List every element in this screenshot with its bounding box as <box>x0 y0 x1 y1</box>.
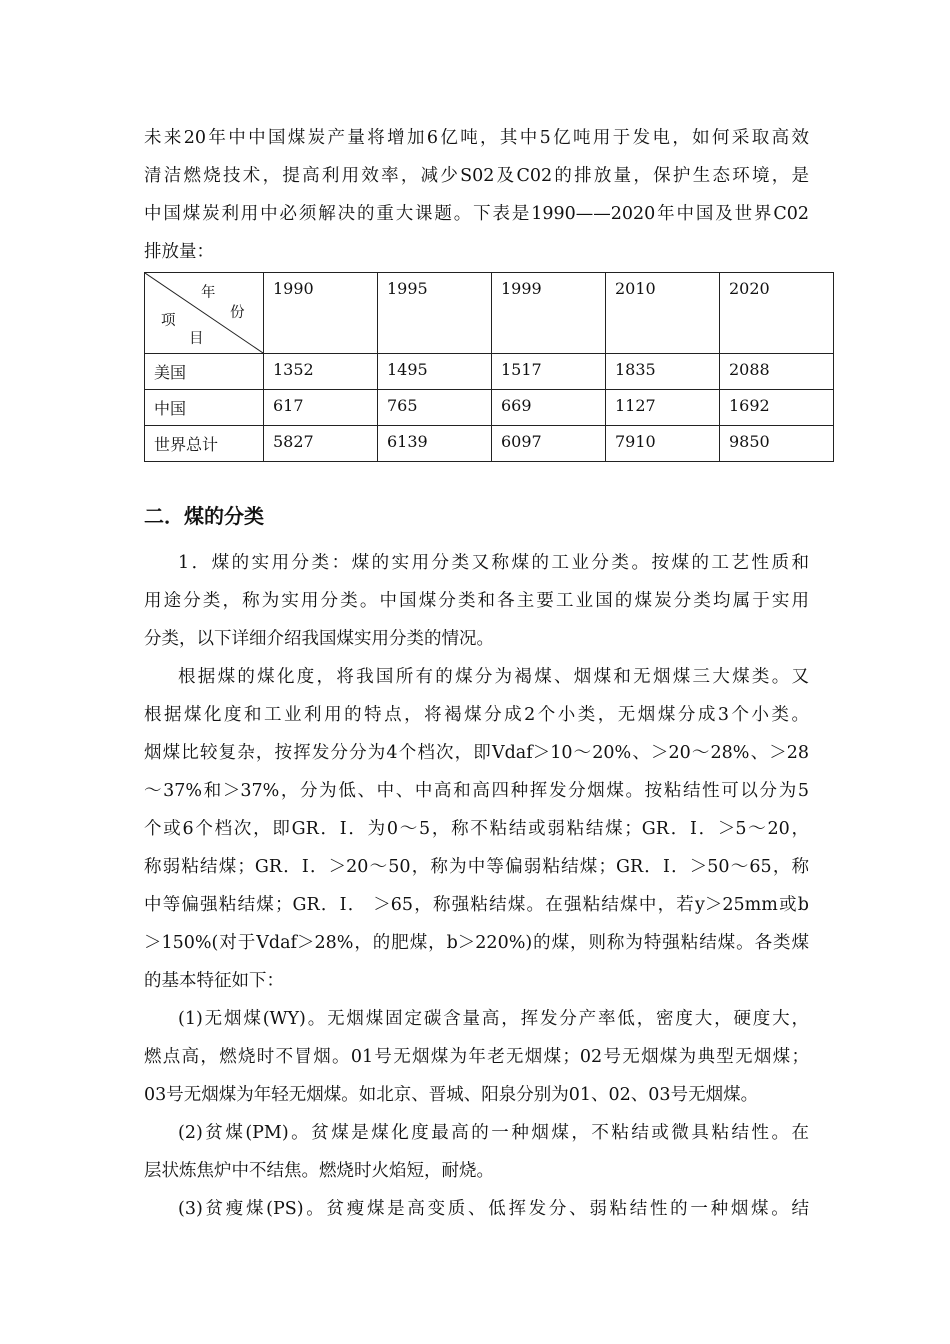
row-label-cell: 美国 <box>145 354 264 390</box>
body-line: ＞150%(对于Vdaf＞28%，的肥煤，b＞220%)的煤，则称为特强粘结煤。各类煤 <box>144 933 809 953</box>
value-cell: 617 <box>264 390 378 426</box>
intro-line: 清洁燃烧技术，提高利用效率，减少S02及C02的排放量，保护生态环境，是 <box>144 166 809 186</box>
value-cell: 1127 <box>606 390 720 426</box>
body-line: 根据煤化度和工业利用的特点，将褐煤分成2个小类，无烟煤分成3个小类。 <box>144 705 809 725</box>
year-header-cell: 1990 <box>264 273 378 354</box>
body-line: (1)无烟煤(WY)。无烟煤固定碳含量高，挥发分产率低，密度大，硬度大， <box>178 1009 809 1029</box>
value-cell: 1495 <box>378 354 492 390</box>
value-cell: 7910 <box>606 426 720 462</box>
body-line: 层状炼焦炉中不结焦。燃烧时火焰短，耐烧。 <box>144 1161 494 1181</box>
table-row <box>145 426 834 462</box>
co2-emissions-table <box>144 272 834 462</box>
corner-label-fen: 份 <box>230 305 245 321</box>
intro-line: 排放量： <box>144 242 214 262</box>
body-line: 烟煤比较复杂，按挥发分分为4个档次，即Vdaf＞10～20%、＞20～28%、＞28 <box>144 743 809 763</box>
diagonal-corner-cell <box>145 273 264 354</box>
body-line: 的基本特征如下： <box>144 971 284 991</box>
section-heading: 二．煤的分类 <box>144 504 264 528</box>
corner-label-xiang: 项 <box>161 313 176 329</box>
intro-line: 中国煤炭利用中必须解决的重大课题。下表是1990——2020年中国及世界C02 <box>144 204 809 224</box>
body-line: 03号无烟煤为年轻无烟煤。如北京、晋城、阳泉分别为01、02、03号无烟煤。 <box>144 1085 759 1105</box>
body-line: (3)贫瘦煤(PS)。贫瘦煤是高变质、低挥发分、弱粘结性的一种烟煤。结 <box>178 1199 809 1219</box>
value-cell: 6097 <box>492 426 606 462</box>
value-cell: 5827 <box>264 426 378 462</box>
value-cell: 1835 <box>606 354 720 390</box>
corner-label-year: 年 <box>201 285 216 301</box>
value-cell: 6139 <box>378 426 492 462</box>
value-cell: 669 <box>492 390 606 426</box>
value-cell: 765 <box>378 390 492 426</box>
value-cell: 1352 <box>264 354 378 390</box>
body-line: 燃点高，燃烧时不冒烟。01号无烟煤为年老无烟煤；02号无烟煤为典型无烟煤； <box>144 1047 809 1067</box>
body-line: (2)贫煤(PM)。贫煤是煤化度最高的一种烟煤，不粘结或微具粘结性。在 <box>178 1123 809 1143</box>
year-header-cell: 1995 <box>378 273 492 354</box>
body-line: 根据煤的煤化度，将我国所有的煤分为褐煤、烟煤和无烟煤三大煤类。又 <box>178 667 809 687</box>
value-cell: 2088 <box>720 354 834 390</box>
body-line: 用途分类，称为实用分类。中国煤分类和各主要工业国的煤炭分类均属于实用 <box>144 591 809 611</box>
body-line: 中等偏强粘结煤；GR．I． ＞65，称强粘结煤。在强粘结煤中，若y＞25mm或b <box>144 895 809 915</box>
value-cell: 1517 <box>492 354 606 390</box>
body-line: 称弱粘结煤；GR．I．＞20～50，称为中等偏弱粘结煤；GR．I．＞50～65，称 <box>144 857 809 877</box>
table-row <box>145 354 834 390</box>
year-header-cell: 2010 <box>606 273 720 354</box>
row-label-cell: 中国 <box>145 390 264 426</box>
year-header-cell: 2020 <box>720 273 834 354</box>
value-cell: 1692 <box>720 390 834 426</box>
body-line: 个或6个档次，即GR．I．为0～5，称不粘结或弱粘结煤；GR．I．＞5～20， <box>144 819 809 839</box>
body-line: 分类，以下详细介绍我国煤实用分类的情况。 <box>144 629 494 649</box>
value-cell: 9850 <box>720 426 834 462</box>
table-row <box>145 390 834 426</box>
body-line: 1．煤的实用分类：煤的实用分类又称煤的工业分类。按煤的工艺性质和 <box>178 553 809 573</box>
row-label-cell: 世界总计 <box>145 426 264 462</box>
intro-line: 未来20年中中国煤炭产量将增加6亿吨，其中5亿吨用于发电，如何采取高效 <box>144 128 809 148</box>
body-line: ～37%和＞37%，分为低、中、中高和高四种挥发分烟煤。按粘结性可以分为5 <box>144 781 809 801</box>
year-header-cell: 1999 <box>492 273 606 354</box>
corner-label-mu: 目 <box>189 331 204 347</box>
table-header-row <box>145 273 834 354</box>
